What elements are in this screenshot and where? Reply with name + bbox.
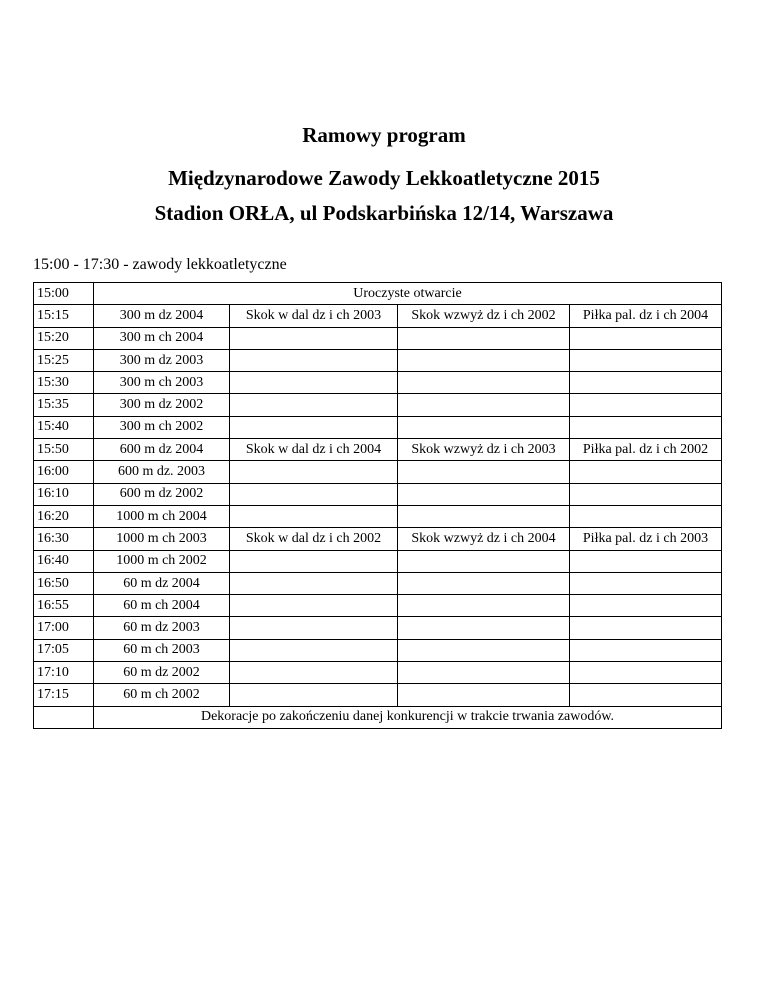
event-cell: 600 m dz. 2003 <box>94 461 230 483</box>
high-jump-cell <box>398 505 570 527</box>
ball-throw-cell <box>570 595 722 617</box>
time-cell: 16:20 <box>34 505 94 527</box>
ball-throw-cell: Piłka pal. dz i ch 2003 <box>570 528 722 550</box>
event-cell: 300 m ch 2003 <box>94 372 230 394</box>
long-jump-cell <box>230 461 398 483</box>
time-cell: 17:00 <box>34 617 94 639</box>
long-jump-cell <box>230 416 398 438</box>
schedule-subtitle: 15:00 - 17:30 - zawody lekkoatletyczne <box>33 256 287 273</box>
long-jump-cell <box>230 483 398 505</box>
time-cell: 15:40 <box>34 416 94 438</box>
time-cell: 15:50 <box>34 439 94 461</box>
table-row <box>34 461 722 483</box>
empty-time-cell <box>34 706 94 728</box>
event-cell: 60 m dz 2002 <box>94 662 230 684</box>
long-jump-cell <box>230 394 398 416</box>
high-jump-cell <box>398 572 570 594</box>
event-cell: 300 m ch 2004 <box>94 327 230 349</box>
table-row <box>34 349 722 371</box>
ball-throw-cell <box>570 416 722 438</box>
high-jump-cell <box>398 327 570 349</box>
ball-throw-cell <box>570 327 722 349</box>
time-cell: 15:20 <box>34 327 94 349</box>
table-row <box>34 394 722 416</box>
event-cell: 60 m ch 2004 <box>94 595 230 617</box>
ball-throw-cell <box>570 461 722 483</box>
schedule-table <box>33 282 722 729</box>
table-row <box>34 327 722 349</box>
time-cell: 17:05 <box>34 639 94 661</box>
event-name: Międzynarodowe Zawody Lekkoatletyczne 2015 <box>168 166 600 190</box>
time-cell: 16:30 <box>34 528 94 550</box>
long-jump-cell <box>230 662 398 684</box>
awards-note-cell: Dekoracje po zakończeniu danej konkurencji w trakcie trwania zawodów. <box>94 706 722 728</box>
time-cell: 15:25 <box>34 349 94 371</box>
event-venue: Stadion ORŁA, ul Podskarbińska 12/14, Warszawa <box>154 201 614 225</box>
ball-throw-cell <box>570 483 722 505</box>
ball-throw-cell <box>570 572 722 594</box>
ball-throw-cell <box>570 617 722 639</box>
ball-throw-cell <box>570 349 722 371</box>
time-cell: 16:55 <box>34 595 94 617</box>
table-row-opening <box>34 283 722 305</box>
high-jump-cell <box>398 662 570 684</box>
event-cell: 60 m ch 2003 <box>94 639 230 661</box>
long-jump-cell <box>230 684 398 706</box>
opening-ceremony-cell: Uroczyste otwarcie <box>94 283 722 305</box>
high-jump-cell <box>398 684 570 706</box>
event-cell: 300 m dz 2003 <box>94 349 230 371</box>
document-title: Ramowy program <box>302 123 466 147</box>
table-row <box>34 528 722 550</box>
high-jump-cell <box>398 349 570 371</box>
long-jump-cell <box>230 372 398 394</box>
ball-throw-cell <box>570 505 722 527</box>
time-cell: 15:35 <box>34 394 94 416</box>
ball-throw-cell <box>570 394 722 416</box>
high-jump-cell <box>398 394 570 416</box>
long-jump-cell <box>230 617 398 639</box>
time-cell: 15:30 <box>34 372 94 394</box>
ball-throw-cell <box>570 684 722 706</box>
time-cell: 15:00 <box>34 283 94 305</box>
table-row <box>34 617 722 639</box>
time-cell: 16:10 <box>34 483 94 505</box>
table-row <box>34 372 722 394</box>
long-jump-cell <box>230 595 398 617</box>
table-row <box>34 416 722 438</box>
high-jump-cell <box>398 639 570 661</box>
ball-throw-cell <box>570 662 722 684</box>
high-jump-cell: Skok wzwyż dz i ch 2004 <box>398 528 570 550</box>
high-jump-cell <box>398 461 570 483</box>
table-row <box>34 305 722 327</box>
high-jump-cell <box>398 483 570 505</box>
long-jump-cell <box>230 327 398 349</box>
event-cell: 600 m dz 2004 <box>94 439 230 461</box>
event-cell: 600 m dz 2002 <box>94 483 230 505</box>
table-row <box>34 684 722 706</box>
table-row <box>34 595 722 617</box>
event-cell: 300 m dz 2002 <box>94 394 230 416</box>
table-row <box>34 483 722 505</box>
table-row <box>34 550 722 572</box>
high-jump-cell: Skok wzwyż dz i ch 2002 <box>398 305 570 327</box>
long-jump-cell: Skok w dal dz i ch 2002 <box>230 528 398 550</box>
long-jump-cell <box>230 505 398 527</box>
event-cell: 60 m ch 2002 <box>94 684 230 706</box>
time-cell: 15:15 <box>34 305 94 327</box>
long-jump-cell: Skok w dal dz i ch 2004 <box>230 439 398 461</box>
long-jump-cell <box>230 639 398 661</box>
ball-throw-cell <box>570 372 722 394</box>
ball-throw-cell: Piłka pal. dz i ch 2004 <box>570 305 722 327</box>
long-jump-cell: Skok w dal dz i ch 2003 <box>230 305 398 327</box>
high-jump-cell <box>398 595 570 617</box>
event-cell: 1000 m ch 2002 <box>94 550 230 572</box>
event-cell: 60 m dz 2004 <box>94 572 230 594</box>
time-cell: 16:50 <box>34 572 94 594</box>
time-cell: 16:00 <box>34 461 94 483</box>
event-cell: 60 m dz 2003 <box>94 617 230 639</box>
ball-throw-cell: Piłka pal. dz i ch 2002 <box>570 439 722 461</box>
event-cell: 300 m ch 2002 <box>94 416 230 438</box>
table-row <box>34 439 722 461</box>
time-cell: 17:10 <box>34 662 94 684</box>
high-jump-cell <box>398 617 570 639</box>
event-cell: 1000 m ch 2004 <box>94 505 230 527</box>
event-cell: 1000 m ch 2003 <box>94 528 230 550</box>
table-row <box>34 505 722 527</box>
time-cell: 16:40 <box>34 550 94 572</box>
time-cell: 17:15 <box>34 684 94 706</box>
table-row <box>34 662 722 684</box>
ball-throw-cell <box>570 639 722 661</box>
high-jump-cell <box>398 416 570 438</box>
high-jump-cell: Skok wzwyż dz i ch 2003 <box>398 439 570 461</box>
long-jump-cell <box>230 349 398 371</box>
high-jump-cell <box>398 550 570 572</box>
ball-throw-cell <box>570 550 722 572</box>
table-row <box>34 639 722 661</box>
long-jump-cell <box>230 550 398 572</box>
high-jump-cell <box>398 372 570 394</box>
table-row-footer <box>34 706 722 728</box>
table-row <box>34 572 722 594</box>
long-jump-cell <box>230 572 398 594</box>
event-cell: 300 m dz 2004 <box>94 305 230 327</box>
